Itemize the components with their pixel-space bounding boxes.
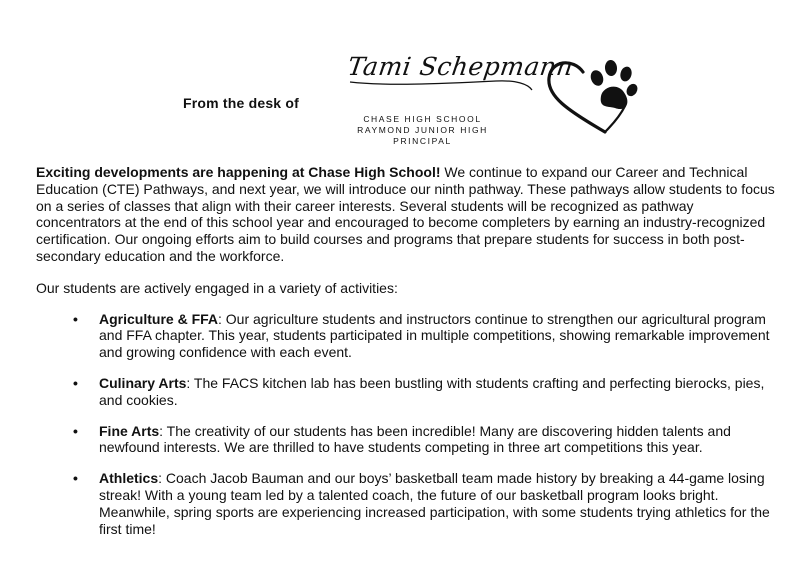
letter-body <box>36 164 776 537</box>
activity-name: Culinary Arts <box>99 374 187 391</box>
signature-flourish <box>346 78 536 112</box>
activity-text: : Coach Jacob Bauman and our boys’ basketball team made history by breaking a 44-game losing streak! With a young team led by a talented coach, the future of our basketball program looks bright. Meanwhile, spring sports are experiencing increased participation, with some students trying athletics for the first time! <box>99 470 770 537</box>
heart-paw-icon <box>543 48 639 138</box>
activity-name: Fine Arts <box>99 422 160 439</box>
activity-name: Athletics <box>99 470 159 487</box>
activity-text: : The creativity of our students has been incredible! Many are discovering hidden talents and newfound interests. We are thrilled to have students competing in three art competitions this year. <box>99 422 731 456</box>
activity-text: : Our agriculture students and instructors continue to strengthen our agricultural program and FFA chapter. This year, students participated in multiple competitions, showing remarkable improvement and growing confidence with each event. <box>99 310 770 361</box>
list-item <box>36 311 776 361</box>
bullet: • <box>73 470 78 487</box>
list-item <box>36 423 776 457</box>
principal-signature: Tami Schepmann <box>345 52 576 81</box>
intro-text: We continue to expand our Career and Technical Education (CTE) Pathways, and next year, we will introduce our ninth pathway. These pathways allow students to focus on a series of classes that align with their career interests. Several students will be recognized as pathway concentrators at the end of this school year and encouraged to become completers by earning an industry-recognized certification. Our ongoing efforts aim to build courses and programs that prepare students for success in both post-secondary education and the workforce. <box>36 164 775 264</box>
school-name-line: RAYMOND JUNIOR HIGH <box>357 125 488 135</box>
list-item <box>36 470 776 537</box>
intro-lead: Exciting developments are happening at Chase High School! <box>36 164 441 180</box>
bullet: • <box>73 422 78 439</box>
activity-list <box>36 311 776 538</box>
list-item <box>36 375 776 409</box>
principal-title: PRINCIPAL <box>393 136 452 146</box>
bullet: • <box>73 374 78 391</box>
activity-name: Agriculture & FFA <box>99 310 219 327</box>
bullet: • <box>73 310 78 327</box>
intro-paragraph <box>36 164 776 265</box>
from-desk-label: From the desk of <box>183 95 299 111</box>
activity-text: : The FACS kitchen lab has been bustling with students crafting and perfecting bierocks, pies, and cookies. <box>99 374 765 408</box>
school-name-line: CHASE HIGH SCHOOL <box>363 114 482 124</box>
activities-lead: Our students are actively engaged in a variety of activities: <box>36 279 398 296</box>
